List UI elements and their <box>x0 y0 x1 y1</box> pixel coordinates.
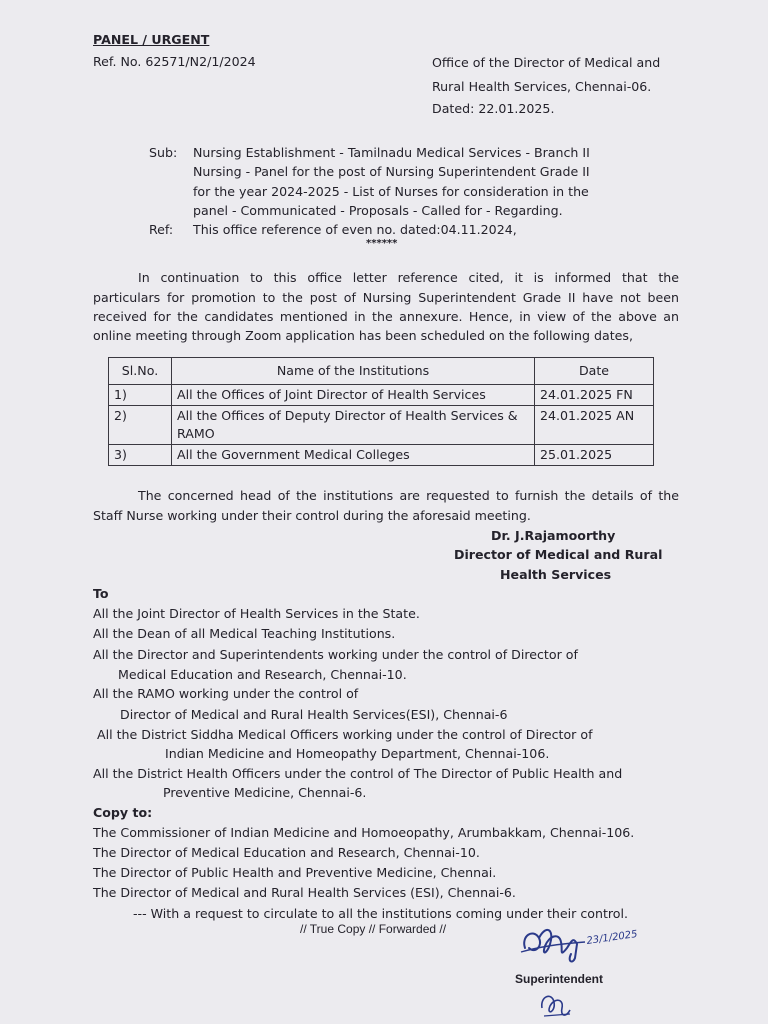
separator-stars: ****** <box>366 238 398 249</box>
true-copy-line: // True Copy // Forwarded // <box>300 922 447 936</box>
body-line-4: online meeting through Zoom application has been scheduled on the following dates, <box>93 328 633 343</box>
office-line-2: Rural Health Services, Chennai-06. <box>432 79 652 94</box>
header-date: Date <box>535 358 654 385</box>
copy-line: The Commissioner of Indian Medicine and Homoeopathy, Arumbakkam, Chennai-106. <box>93 825 635 840</box>
reference-number: Ref. No. 62571/N2/1/2024 <box>93 54 256 69</box>
to-label: To <box>93 586 109 601</box>
copy-line: The Director of Medical and Rural Health Services (ESI), Chennai-6. <box>93 885 516 900</box>
subject-line-2: Nursing - Panel for the post of Nursing Superintendent Grade II <box>193 164 590 179</box>
table-header-row <box>109 358 654 385</box>
row-date: 24.01.2025 FN <box>535 385 654 406</box>
ref-text: This office reference of even no. dated:04.11.2024, <box>193 222 517 237</box>
signatory-name: Dr. J.Rajamoorthy <box>491 528 616 543</box>
row-sl-no: 3) <box>109 445 172 466</box>
header-sl-no: Sl.No. <box>109 358 172 385</box>
to-line: All the RAMO working under the control of <box>93 686 359 701</box>
circulate-request-line: --- With a request to circulate to all the institutions coming under their control. <box>133 906 628 921</box>
signatory-title-1: Director of Medical and Rural <box>454 547 663 562</box>
signatory-title-2: Health Services <box>500 567 612 582</box>
superintendent-label: Superintendent <box>515 972 604 986</box>
to-line: Indian Medicine and Homeopathy Department, Chennai-106. <box>165 746 550 761</box>
institutions-table <box>108 357 654 466</box>
row-date: 25.01.2025 <box>535 445 654 466</box>
office-line-1: Office of the Director of Medical and <box>432 55 661 70</box>
table-row <box>109 385 654 406</box>
initial-scribble <box>536 988 576 1022</box>
table-row <box>109 445 654 466</box>
body-line-1: In continuation to this office letter reference cited, it is informed that the <box>138 270 679 285</box>
copy-line: The Director of Medical Education and Research, Chennai-10. <box>93 845 480 860</box>
subject-line-3: for the year 2024-2025 - List of Nurses for consideration in the <box>193 184 589 199</box>
to-line: Medical Education and Research, Chennai-10. <box>118 667 407 682</box>
sub-label: Sub: <box>149 145 178 160</box>
row-date: 24.01.2025 AN <box>535 406 654 445</box>
handwritten-signature <box>515 918 655 966</box>
request-line-2: Staff Nurse working under their control during the aforesaid meeting. <box>93 508 531 523</box>
panel-urgent-label: PANEL / URGENT <box>93 32 210 47</box>
subject-line-4: panel - Communicated - Proposals - Called for - Regarding. <box>193 203 563 218</box>
to-line: All the District Health Officers under the control of The Director of Public Health and <box>93 766 623 781</box>
row-institution-name: All the Offices of Joint Director of Health Services <box>172 385 535 406</box>
handwritten-date: 23/1/2025 <box>585 928 639 947</box>
row-institution-name: All the Offices of Deputy Director of Health Services & RAMO <box>172 406 535 445</box>
copy-to-label: Copy to: <box>93 805 153 820</box>
table-row <box>109 406 654 445</box>
dated-line: Dated: 22.01.2025. <box>432 101 555 116</box>
body-line-3: received for the candidates mentioned in the annexure. Hence, in view of the above an <box>93 309 679 324</box>
to-line: All the Joint Director of Health Services in the State. <box>93 606 420 621</box>
header-institution-name: Name of the Institutions <box>172 358 535 385</box>
to-line: Preventive Medicine, Chennai-6. <box>163 785 367 800</box>
body-line-2: particulars for promotion to the post of Nursing Superintendent Grade II have not been <box>93 290 679 305</box>
to-line: Director of Medical and Rural Health Services(ESI), Chennai-6 <box>120 707 508 722</box>
copy-line: The Director of Public Health and Preventive Medicine, Chennai. <box>93 865 497 880</box>
row-institution-name: All the Government Medical Colleges <box>172 445 535 466</box>
to-line: All the District Siddha Medical Officers working under the control of Director of <box>97 727 593 742</box>
to-line: All the Dean of all Medical Teaching Institutions. <box>93 626 396 641</box>
row-sl-no: 1) <box>109 385 172 406</box>
ref-label: Ref: <box>149 222 174 237</box>
request-line-1: The concerned head of the institutions are requested to furnish the details of the <box>138 488 679 503</box>
row-sl-no: 2) <box>109 406 172 445</box>
subject-line-1: Nursing Establishment - Tamilnadu Medical Services - Branch II <box>193 145 590 160</box>
to-line: All the Director and Superintendents working under the control of Director of <box>93 647 578 662</box>
